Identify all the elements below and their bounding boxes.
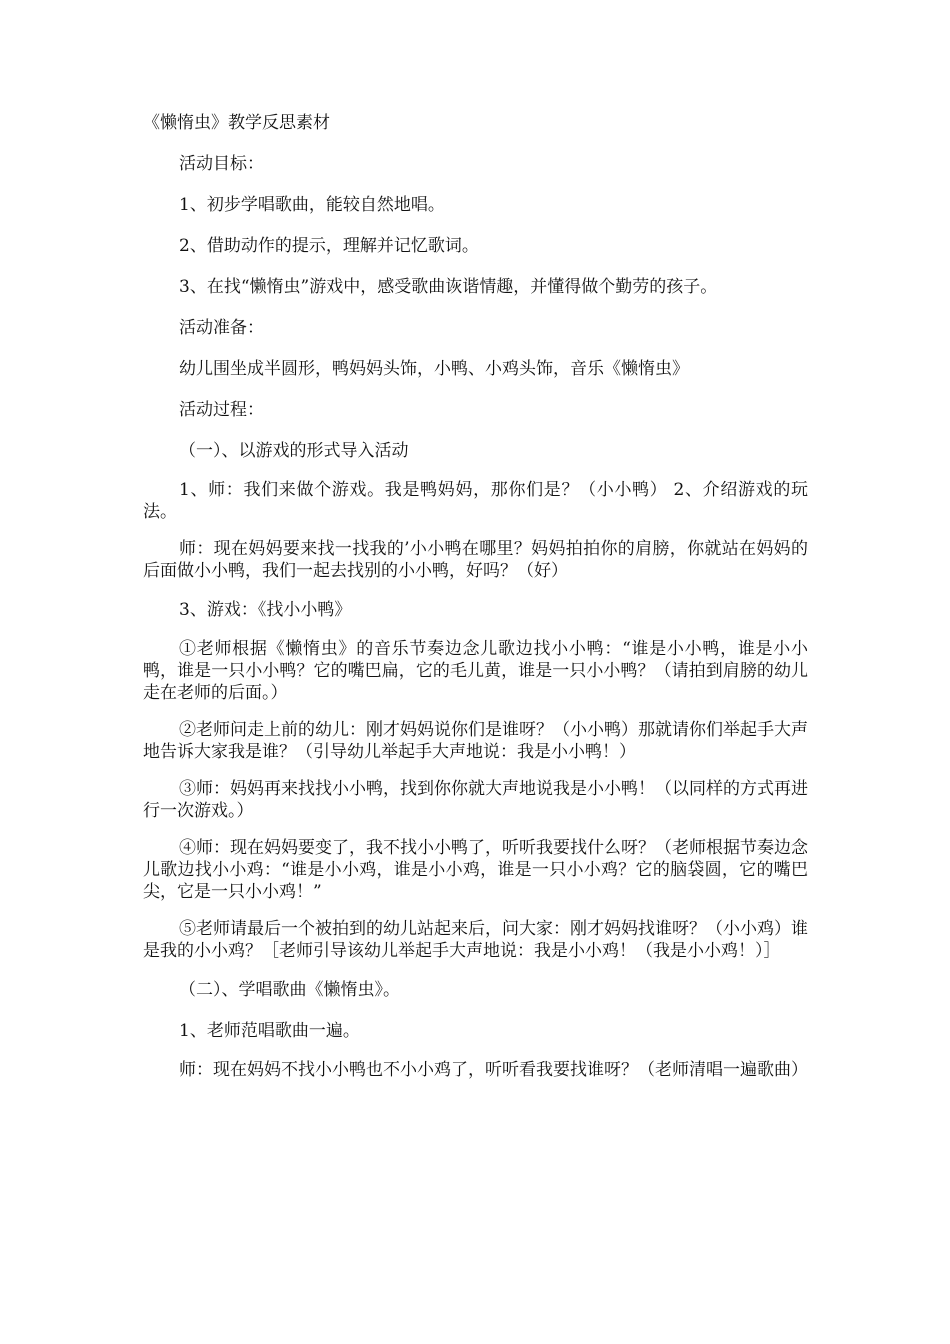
paragraph: ①老师根据《懒惰虫》的音乐节奏边念儿歌边找小小鸭：“谁是小小鸭，谁是小小鸭，谁是一只小小鸭？它的嘴巴扁，它的毛儿黄，谁是一只小小鸭？（请拍到肩膀的幼儿走在老师的后面。）	[143, 639, 808, 703]
paragraph: 2、借助动作的提示，理解并记忆歌词。	[179, 236, 479, 256]
paragraph: 1、师：我们来做个游戏。我是鸭妈妈，那你们是？（小小鸭） 2、介绍游戏的玩法。	[143, 480, 808, 522]
document-title: 《懒惰虫》教学反思素材	[143, 113, 330, 133]
paragraph: 1、初步学唱歌曲，能较自然地唱。	[179, 195, 445, 215]
paragraph: ③师：妈妈再来找找小小鸭，找到你你就大声地说我是小小鸭！（以同样的方式再进行一次游戏。）	[143, 779, 808, 821]
paragraph: 1、老师范唱歌曲一遍。	[179, 1021, 360, 1041]
paragraph: 幼儿围坐成半圆形，鸭妈妈头饰，小鸭、小鸡头饰，音乐《懒惰虫》	[179, 359, 689, 379]
paragraph: ⑤老师请最后一个被拍到的幼儿站起来后，问大家：刚才妈妈找谁呀？（小小鸡）谁是我的小小鸡？［老师引导该幼儿举起手大声地说：我是小小鸡！（我是小小鸡！）］	[143, 919, 808, 961]
paragraph: （二）、学唱歌曲《懒惰虫》。	[179, 980, 400, 1000]
document-page	[143, 110, 808, 1096]
paragraph: 活动过程：	[179, 400, 264, 420]
paragraph: 活动目标：	[179, 154, 264, 174]
paragraph: 3、在找“懒惰虫”游戏中，感受歌曲诙谐情趣，并懂得做个勤劳的孩子。	[179, 277, 718, 297]
paragraph: 师：现在妈妈不找小小鸭也不小小鸡了，听听看我要找谁呀？（老师清唱一遍歌曲）	[179, 1060, 808, 1080]
paragraph: （一）、以游戏的形式导入活动	[179, 441, 409, 461]
paragraph: ④师：现在妈妈要变了，我不找小小鸭了，听听我要找什么呀？（老师根据节奏边念儿歌边找小小鸡：“谁是小小鸡，谁是小小鸡，谁是一只小小鸡？它的脑袋圆，它的嘴巴尖，它是一只小小鸡！”	[143, 838, 808, 902]
paragraph: 活动准备：	[179, 318, 264, 338]
paragraph: 师：现在妈妈要来找一找我的’小小鸭在哪里？妈妈拍拍你的肩膀，你就站在妈妈的后面做小小鸭，我们一起去找别的小小鸭，好吗？（好）	[143, 539, 808, 581]
paragraph: 3、游戏：《找小小鸭》	[179, 600, 352, 620]
paragraph: ②老师问走上前的幼儿：刚才妈妈说你们是谁呀？（小小鸭）那就请你们举起手大声地告诉大家我是谁？（引导幼儿举起手大声地说：我是小小鸭！）	[143, 720, 808, 762]
